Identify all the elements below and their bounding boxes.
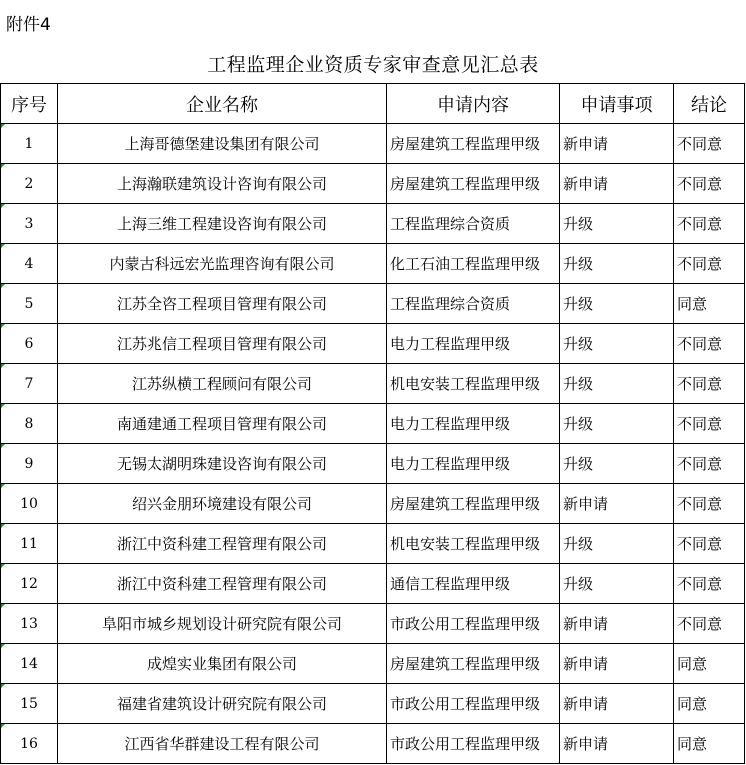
table-row: [1, 324, 745, 364]
cell-type: 升级: [560, 324, 674, 364]
cell-index: 15: [1, 684, 58, 724]
cell-company: 无锡太湖明珠建设咨询有限公司: [58, 444, 387, 484]
cell-company: 江苏纵横工程顾问有限公司: [58, 364, 387, 404]
cell-type: 新申请: [560, 604, 674, 644]
cell-conclusion: 同意: [674, 644, 745, 684]
table-row: [1, 244, 745, 284]
table-row: [1, 644, 745, 684]
cell-content: 房屋建筑工程监理甲级: [387, 164, 560, 204]
table-row: [1, 204, 745, 244]
cell-company: 绍兴金朋环境建设有限公司: [58, 484, 387, 524]
cell-index: 6: [1, 324, 58, 364]
cell-company: 福建省建筑设计研究院有限公司: [58, 684, 387, 724]
cell-index: 12: [1, 564, 58, 604]
cell-content: 电力工程监理甲级: [387, 324, 560, 364]
cell-index: 16: [1, 724, 58, 764]
cell-content: 机电安装工程监理甲级: [387, 524, 560, 564]
cell-type: 新申请: [560, 164, 674, 204]
column-header-company: 企业名称: [58, 84, 387, 124]
cell-conclusion: 同意: [674, 284, 745, 324]
cell-type: 升级: [560, 404, 674, 444]
cell-index: 2: [1, 164, 58, 204]
table-row: [1, 164, 745, 204]
cell-index: 5: [1, 284, 58, 324]
table-row: [1, 284, 745, 324]
table-row: [1, 604, 745, 644]
cell-conclusion: 不同意: [674, 404, 745, 444]
cell-type: 新申请: [560, 124, 674, 164]
cell-type: 升级: [560, 444, 674, 484]
table-row: [1, 124, 745, 164]
cell-index: 1: [1, 124, 58, 164]
cell-conclusion: 不同意: [674, 204, 745, 244]
column-header-index: 序号: [1, 84, 58, 124]
cell-content: 市政公用工程监理甲级: [387, 684, 560, 724]
table-row: [1, 484, 745, 524]
cell-type: 升级: [560, 564, 674, 604]
summary-table: [0, 83, 745, 764]
cell-company: 南通建通工程项目管理有限公司: [58, 404, 387, 444]
cell-index: 7: [1, 364, 58, 404]
table-row: [1, 524, 745, 564]
cell-content: 市政公用工程监理甲级: [387, 604, 560, 644]
cell-company: 内蒙古科远宏光监理咨询有限公司: [58, 244, 387, 284]
cell-content: 化工石油工程监理甲级: [387, 244, 560, 284]
column-header-conclusion: 结论: [674, 84, 745, 124]
cell-company: 浙江中资科建工程管理有限公司: [58, 524, 387, 564]
cell-type: 新申请: [560, 644, 674, 684]
cell-type: 升级: [560, 524, 674, 564]
cell-index: 14: [1, 644, 58, 684]
cell-type: 升级: [560, 204, 674, 244]
cell-content: 电力工程监理甲级: [387, 444, 560, 484]
cell-company: 阜阳市城乡规划设计研究院有限公司: [58, 604, 387, 644]
cell-index: 10: [1, 484, 58, 524]
cell-index: 4: [1, 244, 58, 284]
cell-company: 上海三维工程建设咨询有限公司: [58, 204, 387, 244]
cell-conclusion: 同意: [674, 724, 745, 764]
table-row: [1, 684, 745, 724]
cell-conclusion: 不同意: [674, 244, 745, 284]
cell-content: 房屋建筑工程监理甲级: [387, 484, 560, 524]
table-row: [1, 724, 745, 764]
cell-conclusion: 不同意: [674, 124, 745, 164]
cell-content: 电力工程监理甲级: [387, 404, 560, 444]
cell-company: 上海哥德堡建设集团有限公司: [58, 124, 387, 164]
cell-index: 9: [1, 444, 58, 484]
cell-conclusion: 不同意: [674, 444, 745, 484]
cell-conclusion: 不同意: [674, 364, 745, 404]
cell-company: 江苏兆信工程项目管理有限公司: [58, 324, 387, 364]
cell-index: 8: [1, 404, 58, 444]
table-row: [1, 404, 745, 444]
cell-index: 13: [1, 604, 58, 644]
table-row: [1, 444, 745, 484]
column-header-type: 申请事项: [560, 84, 674, 124]
cell-company: 成煌实业集团有限公司: [58, 644, 387, 684]
cell-conclusion: 不同意: [674, 324, 745, 364]
cell-conclusion: 不同意: [674, 484, 745, 524]
table-row: [1, 564, 745, 604]
cell-conclusion: 不同意: [674, 524, 745, 564]
cell-content: 工程监理综合资质: [387, 204, 560, 244]
cell-conclusion: 不同意: [674, 564, 745, 604]
cell-company: 江西省华群建设工程有限公司: [58, 724, 387, 764]
cell-conclusion: 同意: [674, 684, 745, 724]
cell-content: 房屋建筑工程监理甲级: [387, 124, 560, 164]
cell-type: 新申请: [560, 724, 674, 764]
cell-type: 新申请: [560, 484, 674, 524]
cell-content: 机电安装工程监理甲级: [387, 364, 560, 404]
cell-content: 工程监理综合资质: [387, 284, 560, 324]
document-title: 工程监理企业资质专家审查意见汇总表: [207, 54, 539, 76]
cell-company: 上海瀚联建筑设计咨询有限公司: [58, 164, 387, 204]
cell-conclusion: 不同意: [674, 164, 745, 204]
cell-content: 市政公用工程监理甲级: [387, 724, 560, 764]
cell-type: 升级: [560, 284, 674, 324]
cell-content: 房屋建筑工程监理甲级: [387, 644, 560, 684]
cell-company: 江苏全咨工程项目管理有限公司: [58, 284, 387, 324]
cell-company: 浙江中资科建工程管理有限公司: [58, 564, 387, 604]
cell-type: 升级: [560, 244, 674, 284]
cell-index: 3: [1, 204, 58, 244]
cell-type: 新申请: [560, 684, 674, 724]
cell-index: 11: [1, 524, 58, 564]
cell-conclusion: 不同意: [674, 604, 745, 644]
cell-type: 升级: [560, 364, 674, 404]
attachment-label: 附件4: [6, 15, 51, 35]
table-row: [1, 364, 745, 404]
cell-content: 通信工程监理甲级: [387, 564, 560, 604]
header-row: [1, 84, 745, 124]
column-header-content: 申请内容: [387, 84, 560, 124]
